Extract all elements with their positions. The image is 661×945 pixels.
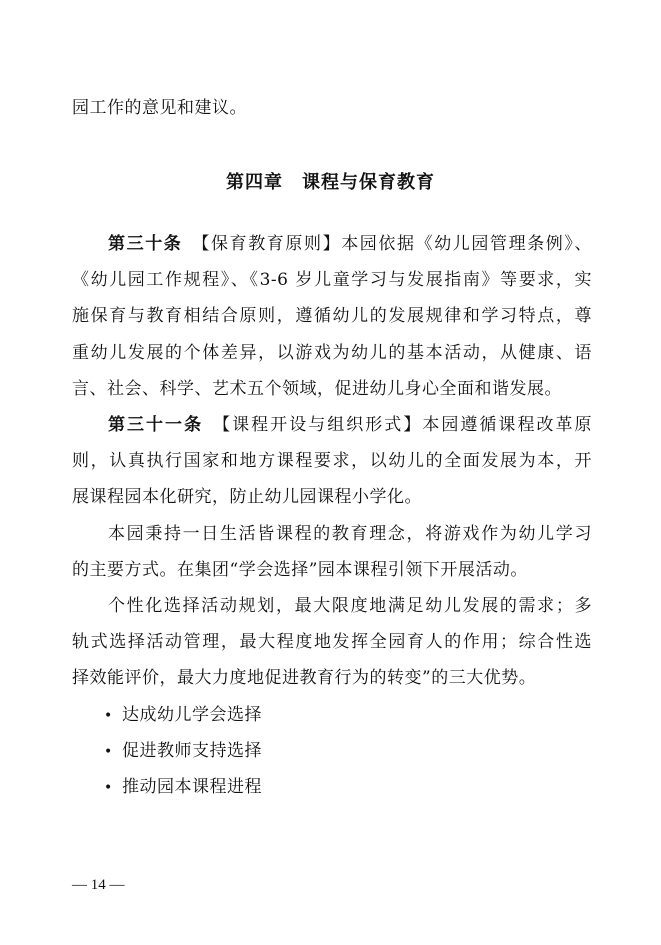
- article-31-text-3: 展课程园本化研究，防止幼儿园课程小学化。: [72, 487, 422, 507]
- paragraph-2-text-1: 本园秉持一日生活皆课程的教育理念，将游戏作为幼儿学习: [108, 524, 592, 544]
- article-31-first-line: [108, 412, 592, 438]
- bullet-dot-icon: •: [104, 780, 113, 796]
- paragraph-3-text-1: 个性化选择活动规划，最大限度地满足幼儿发展的需求；多: [108, 596, 592, 616]
- chapter-title: 第四章 课程与保育教育: [226, 172, 435, 193]
- bullet-item: [104, 702, 262, 729]
- bullet-item: [104, 738, 262, 765]
- article-30-heading: 第三十条: [108, 234, 183, 254]
- bullet-text: 促进教师支持选择: [122, 741, 262, 761]
- article-30-text-1: 【保育教育原则】本园依据《幼儿园管理条例》、: [192, 234, 593, 254]
- article-31-text-2: 则，认真执行国家和地方课程要求，以幼儿的全面发展为本，开: [72, 451, 592, 471]
- bullet-dot-icon: •: [104, 708, 113, 724]
- intro-line: 园工作的意见和建议。: [72, 98, 247, 118]
- bullet-text: 达成幼儿学会选择: [122, 705, 262, 725]
- article-30-text-2: 《幼儿园工作规程》、《3-6 岁儿童学习与发展指南》等要求，实: [72, 270, 592, 290]
- article-30-first-line: [108, 231, 592, 257]
- article-30-text-5: 言、社会、科学、艺术五个领域，促进幼儿身心全面和谐发展。: [72, 379, 562, 399]
- paragraph-2-text-2: 的主要方式。在集团“学会选择”园本课程引领下开展活动。: [72, 560, 528, 580]
- paragraph-3-text-2: 轨式选择活动管理，最大程度地发挥全园育人的作用；综合性选: [72, 632, 592, 652]
- bullet-item: [104, 774, 262, 801]
- bullet-text: 推动园本课程进程: [122, 777, 262, 797]
- bullet-dot-icon: •: [104, 744, 113, 760]
- page-number: — 14 —: [72, 877, 125, 893]
- article-31-heading: 第三十一条: [108, 415, 204, 435]
- article-31-text-1: 【课程开设与组织形式】本园遵循课程改革原: [213, 415, 593, 435]
- article-30-text-4: 重幼儿发展的个体差异，以游戏为幼儿的基本活动，从健康、语: [72, 343, 592, 363]
- article-30-text-3: 施保育与教育相结合原则，遵循幼儿的发展规律和学习特点，尊: [72, 306, 592, 326]
- paragraph-3-text-3: 择效能评价，最大力度地促进教育行为的转变”的三大优势。: [72, 668, 537, 688]
